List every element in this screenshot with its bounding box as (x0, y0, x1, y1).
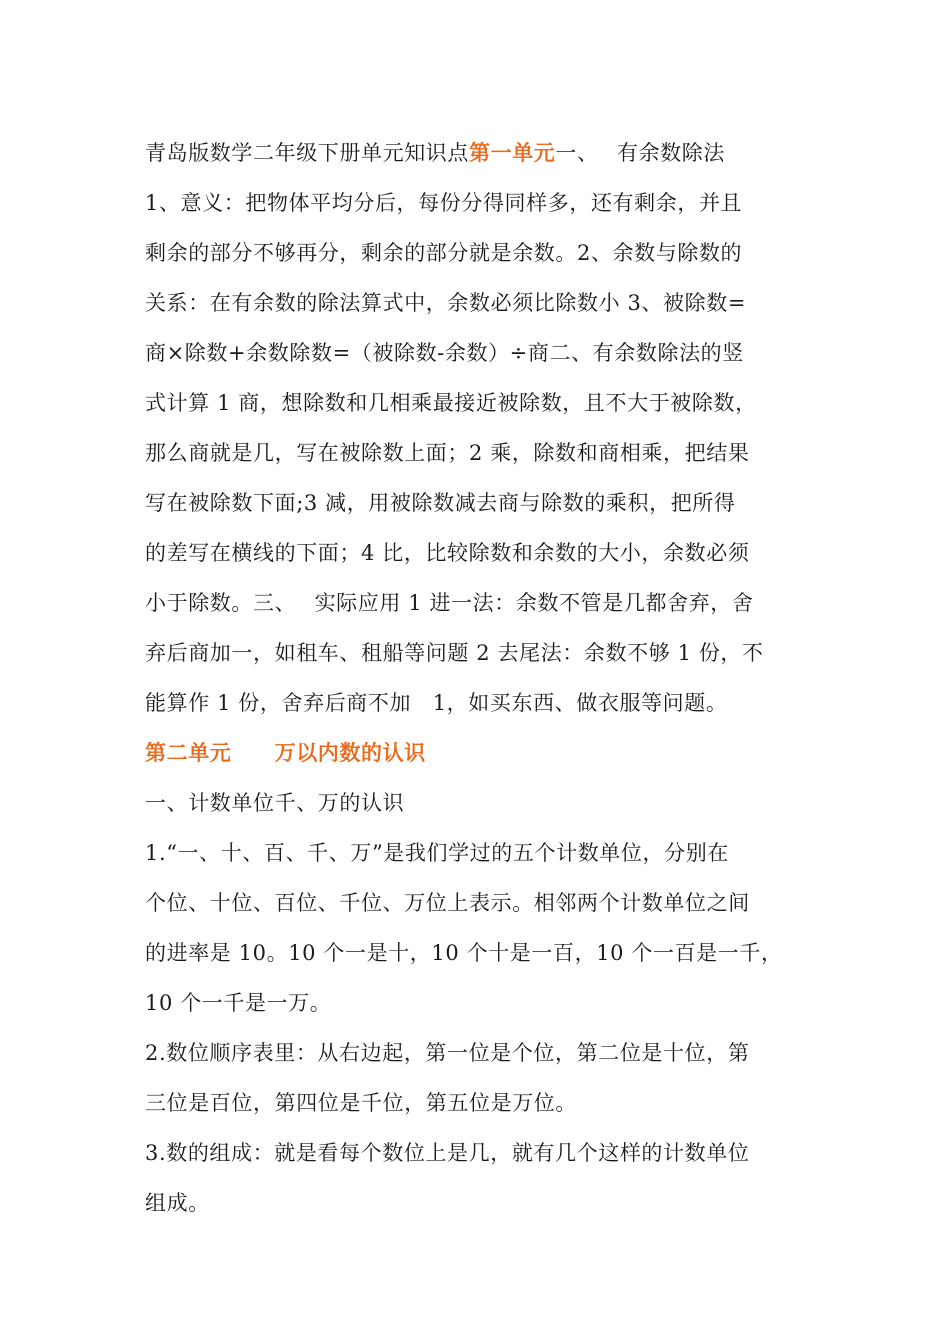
unit2-heading: 第二单元 万以内数的认识 (145, 741, 426, 765)
paragraph-line: 一、计数单位千、万的认识 (145, 791, 405, 815)
paragraph-line: 弃后商加一，如租车、租船等问题 2 去尾法：余数不够 1 份，不 (145, 641, 764, 665)
paragraph-line: 三位是百位，第四位是千位，第五位是万位。 (145, 1091, 577, 1115)
paragraph-line: 1.“一、十、百、千、万”是我们学过的五个计数单位，分别在 (145, 841, 729, 865)
paragraph-line: 写在被除数下面;3 减，用被除数减去商与除数的乘积，把所得 (145, 491, 736, 515)
paragraph-line: 式计算 1 商，想除数和几相乘最接近被除数，且不大于被除数， (145, 391, 757, 415)
paragraph-line: 商×除数+余数除数=（被除数-余数）÷商二、有余数除法的竖 (145, 341, 744, 365)
paragraph-line: 关系：在有余数的除法算式中，余数必须比除数小 3、被除数= (145, 291, 747, 315)
paragraph-line: 组成。 (145, 1191, 210, 1215)
paragraph-line: 的差写在横线的下面；4 比，比较除数和余数的大小，余数必须 (145, 541, 750, 565)
paragraph-line: 2.数位顺序表里：从右边起，第一位是个位，第二位是十位，第 (145, 1041, 750, 1065)
paragraph-line: 个位、十位、百位、千位、万位上表示。相邻两个计数单位之间 (145, 891, 750, 915)
paragraph-line: 1、意义：把物体平均分后，每份分得同样多，还有剩余，并且 (145, 191, 743, 215)
paragraph-line: 能算作 1 份，舍弃后商不加 1，如买东西、做衣服等问题。 (145, 691, 728, 715)
paragraph-line: 那么商就是几，写在被除数上面；2 乘，除数和商相乘，把结果 (145, 441, 750, 465)
document-page (145, 128, 825, 1228)
paragraph-line: 10 个一千是一万。 (145, 991, 332, 1015)
unit1-section-title: 一、 有余数除法 (555, 141, 725, 165)
paragraph-line: 小于除数。三、 实际应用 1 进一法：余数不管是几都舍弃，舍 (145, 591, 754, 615)
paragraph-line: 的进率是 10。10 个一是十，10 个十是一百，10 个一百是一千， (145, 941, 783, 965)
unit1-title-line (145, 128, 825, 178)
paragraph-line: 3.数的组成：就是看每个数位上是几，就有几个这样的计数单位 (145, 1141, 750, 1165)
paragraph-line: 剩余的部分不够再分，剩余的部分就是余数。2、余数与除数的 (145, 241, 743, 265)
unit1-label: 第一单元 (469, 141, 556, 165)
doc-title: 青岛版数学二年级下册单元知识点 (145, 141, 469, 165)
